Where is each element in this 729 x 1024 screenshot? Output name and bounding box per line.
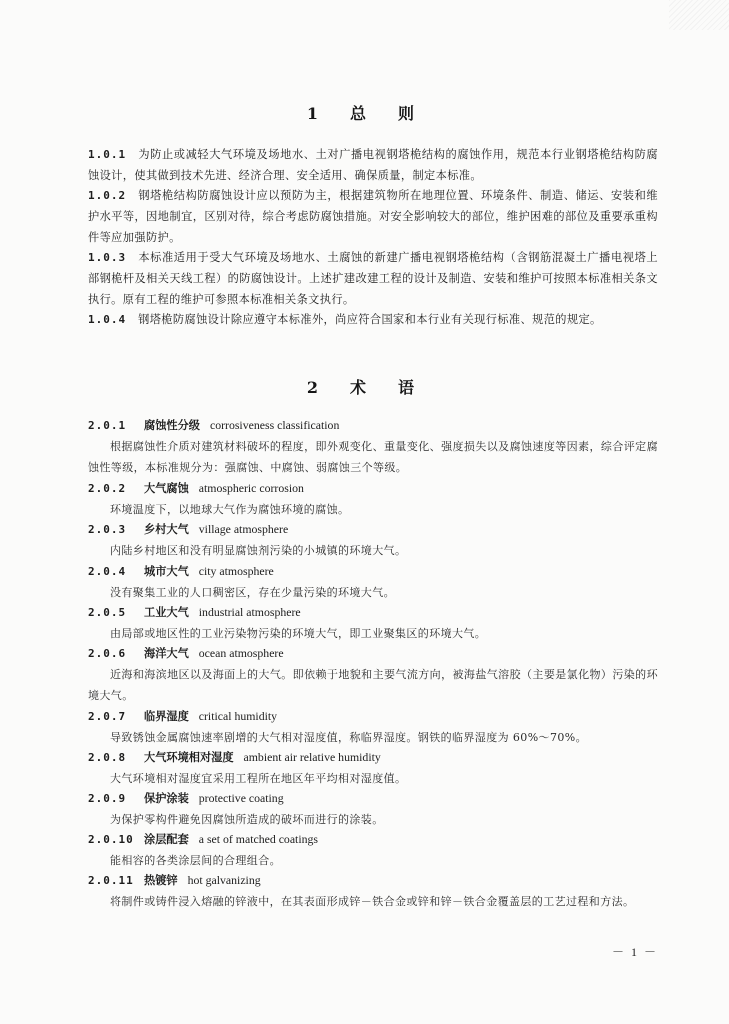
clause-1-0-3 bbox=[88, 248, 658, 310]
term-chinese: 海洋大气 bbox=[144, 646, 189, 660]
term-heading bbox=[88, 643, 658, 665]
term-2-0-7 bbox=[88, 706, 658, 749]
term-definition: 根据腐蚀性介质对建筑材料破坏的程度，即外观变化、重量变化、强度损失以及腐蚀速度等因素，综合评定腐蚀性等级，本标准规分为：强腐蚀、中腐蚀、弱腐蚀三个等级。 bbox=[88, 439, 658, 474]
term-english: hot galvanizing bbox=[187, 873, 261, 887]
term-english: village atmosphere bbox=[198, 522, 289, 536]
term-2-0-9 bbox=[88, 788, 658, 831]
term-number: 2.0.8 bbox=[88, 751, 127, 764]
term-definition: 环境温度下，以地球大气作为腐蚀环境的腐蚀。 bbox=[110, 502, 350, 516]
scan-noise bbox=[669, 0, 729, 30]
term-english: city atmosphere bbox=[198, 564, 274, 578]
term-2-0-1 bbox=[88, 415, 658, 478]
term-2-0-2 bbox=[88, 478, 658, 521]
clause-text: 钢塔桅防腐蚀设计除应遵守本标准外，尚应符合国家和本行业有关现行标准、规范的规定。 bbox=[138, 313, 602, 326]
term-definition: 为保护零构件避免因腐蚀所造成的破坏而进行的涂装。 bbox=[110, 812, 384, 826]
term-heading bbox=[88, 561, 658, 583]
term-chinese: 城市大气 bbox=[144, 564, 189, 578]
clause-1-0-4 bbox=[88, 310, 658, 331]
term-heading bbox=[88, 829, 658, 851]
term-definition: 近海和海滨地区以及海面上的大气。即依赖于地貌和主要气流方向，被海盐气溶胶（主要是氯化物）污染的环境大气。 bbox=[88, 667, 658, 702]
term-number: 2.0.4 bbox=[88, 565, 127, 578]
term-2-0-10 bbox=[88, 829, 658, 872]
clause-number: 1.0.3 bbox=[88, 251, 127, 264]
term-heading bbox=[88, 415, 658, 437]
term-chinese: 临界湿度 bbox=[144, 709, 189, 723]
term-english: ocean atmosphere bbox=[198, 646, 284, 660]
term-chinese: 工业大气 bbox=[144, 605, 189, 619]
term-number: 2.0.10 bbox=[88, 833, 134, 846]
term-chinese: 大气腐蚀 bbox=[144, 481, 189, 495]
term-2-0-3 bbox=[88, 519, 658, 562]
term-chinese: 乡村大气 bbox=[144, 522, 189, 536]
term-chinese: 保护涂装 bbox=[144, 791, 189, 805]
section-title-general-provisions: 1 总 则 bbox=[306, 104, 423, 123]
page-number: － 1 － bbox=[612, 945, 659, 959]
term-definition: 由局部或地区性的工业污染物污染的环境大气，即工业聚集区的环境大气。 bbox=[110, 626, 487, 640]
term-heading bbox=[88, 747, 658, 769]
term-chinese: 涂层配套 bbox=[144, 832, 189, 846]
term-definition: 将制件或铸件浸入熔融的锌液中，在其表面形成锌－铁合金或锌和锌－铁合金覆盖层的工艺过程和方法。 bbox=[110, 894, 635, 908]
term-heading bbox=[88, 788, 658, 810]
term-2-0-5 bbox=[88, 602, 658, 645]
term-2-0-11 bbox=[88, 870, 658, 913]
term-english: critical humidity bbox=[198, 709, 278, 723]
term-number: 2.0.6 bbox=[88, 647, 127, 660]
term-2-0-4 bbox=[88, 561, 658, 604]
term-english: atmospheric corrosion bbox=[198, 481, 304, 495]
clause-1-0-2 bbox=[88, 186, 658, 248]
clause-1-0-1 bbox=[88, 145, 658, 187]
clause-number: 1.0.4 bbox=[88, 313, 127, 326]
term-definition: 内陆乡村地区和没有明显腐蚀剂污染的小城镇的环境大气。 bbox=[110, 543, 407, 557]
term-definition: 能相容的各类涂层间的合理组合。 bbox=[110, 853, 281, 867]
term-number: 2.0.11 bbox=[88, 874, 134, 887]
term-definition: 大气环境相对湿度宜采用工程所在地区年平均相对湿度值。 bbox=[110, 771, 407, 785]
term-chinese: 大气环境相对湿度 bbox=[144, 750, 234, 764]
term-heading bbox=[88, 870, 658, 892]
term-2-0-6 bbox=[88, 643, 658, 706]
term-english: industrial atmosphere bbox=[198, 605, 301, 619]
term-chinese: 热镀锌 bbox=[144, 873, 178, 887]
term-number: 2.0.7 bbox=[88, 710, 127, 723]
term-chinese: 腐蚀性分级 bbox=[144, 418, 200, 432]
term-number: 2.0.5 bbox=[88, 606, 127, 619]
term-english: protective coating bbox=[198, 791, 284, 805]
clause-text: 钢塔桅结构防腐蚀设计应以预防为主，根据建筑物所在地理位置、环境条件、制造、储运、安装和维护水平等，因地制宜，区别对待，综合考虑防腐蚀措施。对安全影响较大的部位，维护困难的部位及重要承重构件等应加强防护。 bbox=[88, 189, 658, 244]
term-heading bbox=[88, 478, 658, 500]
term-number: 2.0.9 bbox=[88, 792, 127, 805]
term-english: ambient air relative humidity bbox=[243, 750, 381, 764]
clause-text: 为防止或减轻大气环境及场地水、土对广播电视钢塔桅结构的腐蚀作用，规范本行业钢塔桅结构防腐蚀设计，使其做到技术先进、经济合理、安全适用、确保质量，制定本标准。 bbox=[88, 148, 658, 182]
term-number: 2.0.3 bbox=[88, 523, 127, 536]
term-definition: 没有聚集工业的人口稠密区，存在少量污染的环境大气。 bbox=[110, 585, 395, 599]
term-number: 2.0.2 bbox=[88, 482, 127, 495]
term-heading bbox=[88, 706, 658, 728]
term-english: a set of matched coatings bbox=[198, 832, 319, 846]
clause-number: 1.0.2 bbox=[88, 189, 127, 202]
clause-text: 本标准适用于受大气环境及场地水、土腐蚀的新建广播电视钢塔桅结构（含钢筋混凝土广播电视塔上部钢桅杆及相关天线工程）的防腐蚀设计。上述扩建改建工程的设计及制造、安装和维护可按照本标准相关条文执行。原有工程的维护可参照本标准相关条文执行。 bbox=[88, 251, 658, 306]
term-definition: 导致锈蚀金属腐蚀速率剧增的大气相对湿度值，称临界湿度。钢铁的临界湿度为 60%～70%。 bbox=[110, 730, 587, 744]
term-number: 2.0.1 bbox=[88, 419, 127, 432]
term-2-0-8 bbox=[88, 747, 658, 790]
section-title-terms: 2 术 语 bbox=[306, 378, 423, 397]
term-heading bbox=[88, 519, 658, 541]
term-english: corrosiveness classification bbox=[209, 418, 340, 432]
clause-number: 1.0.1 bbox=[88, 148, 127, 161]
term-heading bbox=[88, 602, 658, 624]
